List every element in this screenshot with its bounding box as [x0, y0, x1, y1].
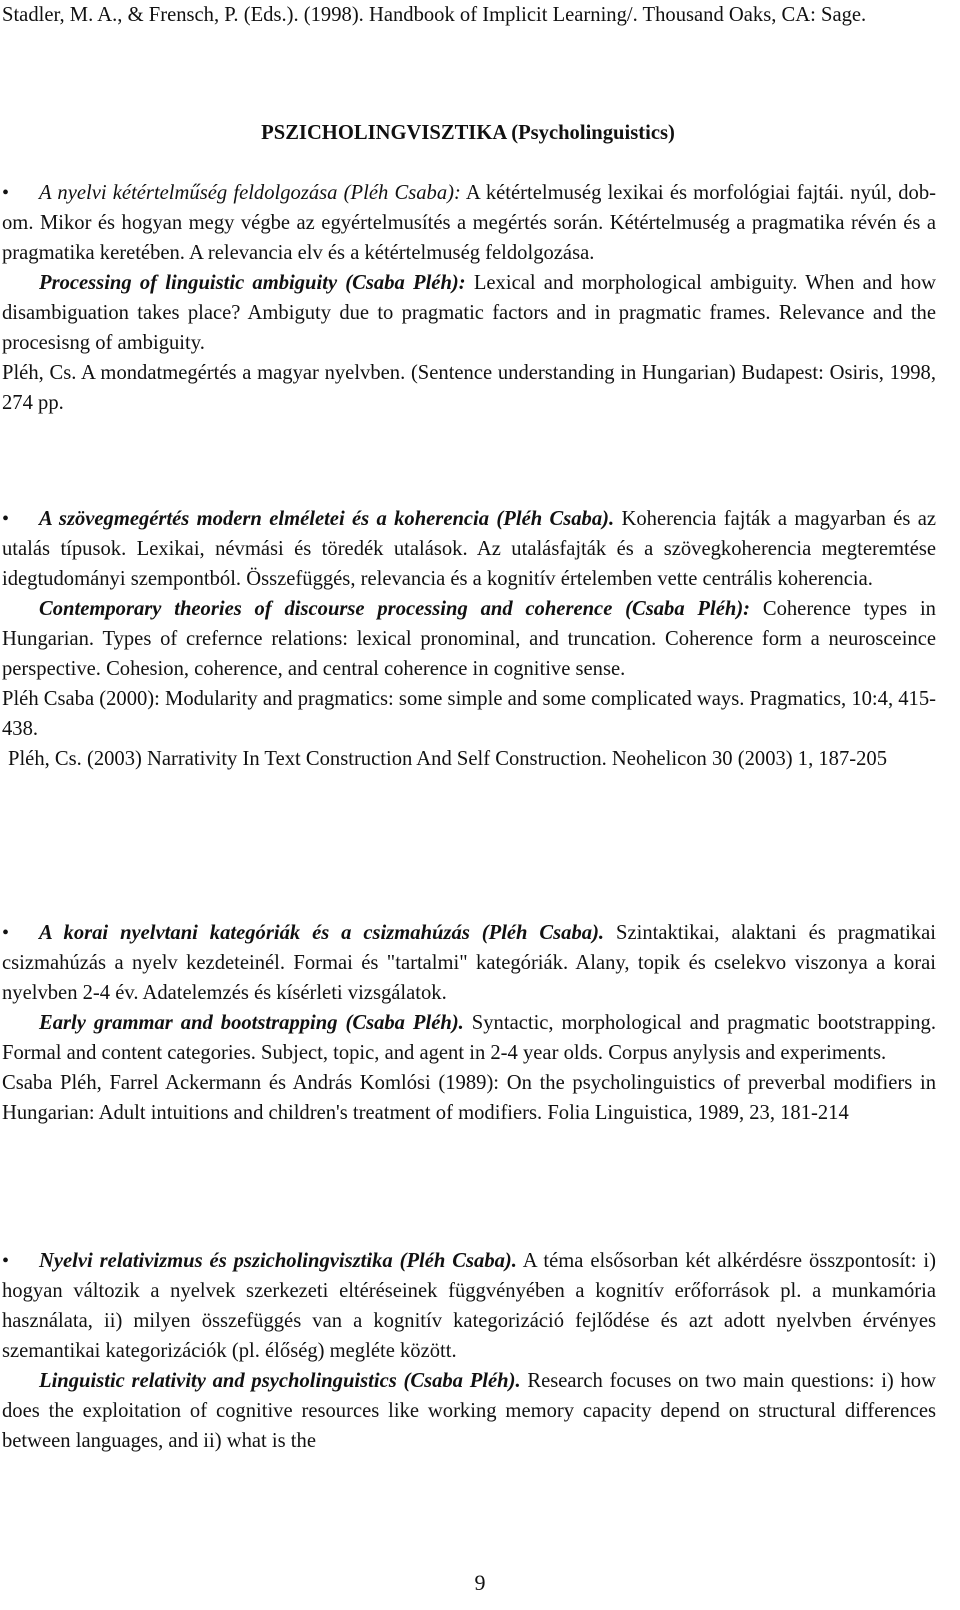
bullet-icon: • [2, 508, 10, 530]
discourse-reference-2: Pléh, Cs. (2003) Narrativity In Text Construction And Self Construction. Neohelicon 30 (2003) 1, 187-205 [8, 748, 888, 770]
ambiguity-hungarian-text: A kétértelmuség lexikai és morfológiai fajtái. nyúl, dob-om. Mikor és hogyan megy végbe az egyértelmusítés a megértés során. Kétértelmuség a pragmatika révén és a pragmatika keretében. A relevancia elv és a kétértelmuség feldolgozása. [2, 182, 936, 264]
ambiguity-hungarian-paragraph [2, 178, 936, 268]
grammar-hungarian-paragraph [2, 918, 936, 1008]
grammar-hungarian-title: A korai nyelvtani kategóriák és a csizmahúzás (Pléh Csaba). [39, 922, 605, 944]
section-ambiguity [2, 178, 936, 418]
discourse-hungarian-title: A szövegmegértés modern elméletei és a koherencia (Pléh Csaba). [39, 508, 615, 530]
bullet-icon: • [2, 1250, 10, 1272]
section-early-grammar [2, 918, 936, 1128]
relativity-english-paragraph [2, 1366, 936, 1456]
discourse-reference-1: Pléh Csaba (2000): Modularity and pragmatics: some simple and some complicated ways. Pragmatics, 10:4, 415-438. [2, 688, 936, 740]
ambiguity-english-text: Lexical and morphological ambiguity. When and how disambiguation takes place? Ambiguty due to pragmatic factors and in pragmatic frames. Relevance and the procesisng of ambiguity. [2, 272, 936, 354]
grammar-english-text: Syntactic, morphological and pragmatic bootstrapping. Formal and content categories. Subject, topic, and agent in 2-4 year olds. Corpus anylysis and experiments. [2, 1012, 936, 1064]
ambiguity-hungarian-title: A nyelvi kétértelműség feldolgozása (Pléh Csaba): [39, 182, 461, 204]
grammar-english-paragraph [2, 1008, 936, 1068]
grammar-english-title: Early grammar and bootstrapping (Csaba Pléh). [39, 1012, 464, 1034]
relativity-hungarian-title: Nyelvi relativizmus és pszicholingvisztika (Pléh Csaba). [39, 1250, 517, 1272]
page-number: 9 [474, 1570, 486, 1595]
discourse-english-title: Contemporary theories of discourse processing and coherence (Csaba Pléh): [39, 598, 751, 620]
reference-stadler-frensch: Stadler, M. A., & Frensch, P. (Eds.). (1998). Handbook of Implicit Learning/. Thousand Oaks, CA: Sage. [2, 4, 867, 26]
discourse-english-text: Coherence types in Hungarian. Types of crefernce relations: lexical pronominal, and truncation. Coherence form a neurosceince perspective. Cohesion, coherence, and central coherence in cognitive sense. [2, 598, 936, 680]
ambiguity-english-title: Processing of linguistic ambiguity (Csaba Pléh): [39, 272, 466, 294]
discourse-english-paragraph [2, 594, 936, 684]
section-relativity [2, 1246, 936, 1456]
discourse-hungarian-paragraph [2, 504, 936, 594]
grammar-reference: Csaba Pléh, Farrel Ackermann és András Komlósi (1989): On the psycholinguistics of preverbal modifiers in Hungarian: Adult intuitions and children's treatment of modifiers. Folia Linguistica, 1989, 23, 181-214 [2, 1072, 936, 1124]
relativity-english-title: Linguistic relativity and psycholinguistics (Csaba Pléh). [39, 1370, 521, 1392]
relativity-hungarian-text: A téma elsősorban két alkérdésre összpontosít: i) hogyan változik a nyelvek szerkezeti eltéréseinek függvényében a kognitív erőforrások pl. a munkamória használata, ii) milyen összefüggés van a kognitív kategorizáció fejlődése és azt adott nyelvben érvényes szemantikai kategorizációk (pl. élőség) megléte között. [2, 1250, 937, 1362]
section-discourse [2, 504, 936, 774]
grammar-hungarian-text: Szintaktikai, alaktani és pragmatikai csizmahúzás a nyelv kezdeteinél. Formai és "tartalmi" kategóriák. Alany, topik és cselekvo viszonya a korai nyelvben 2-4 év. Adatelemzés és kísérleti vizsgálatok. [2, 922, 937, 1004]
ambiguity-english-paragraph [2, 268, 936, 358]
discourse-hungarian-text: Koherencia fajták a magyarban és az utalás típusok. Lexikai, névmási és töredék utalások. Az utalásfajták és a szövegkoherencia megteremtése idegtudományi szempontból. Összefüggés, relevancia és a kognitív értelemben vette centrális koherencia. [2, 508, 936, 590]
relativity-english-text: Research focuses on two main questions: i) how does the exploitation of cognitive resources like working memory capacity depend on structural differences between languages, and ii) what is the [2, 1370, 936, 1452]
relativity-hungarian-paragraph [2, 1246, 936, 1366]
ambiguity-reference: Pléh, Cs. A mondatmegértés a magyar nyelvben. (Sentence understanding in Hungarian) Budapest: Osiris, 1998, 274 pp. [2, 362, 936, 414]
bullet-icon: • [2, 922, 10, 944]
section-heading: PSZICHOLINGVISZTIKA (Psycholinguistics) [261, 122, 675, 144]
bullet-icon: • [2, 182, 10, 204]
